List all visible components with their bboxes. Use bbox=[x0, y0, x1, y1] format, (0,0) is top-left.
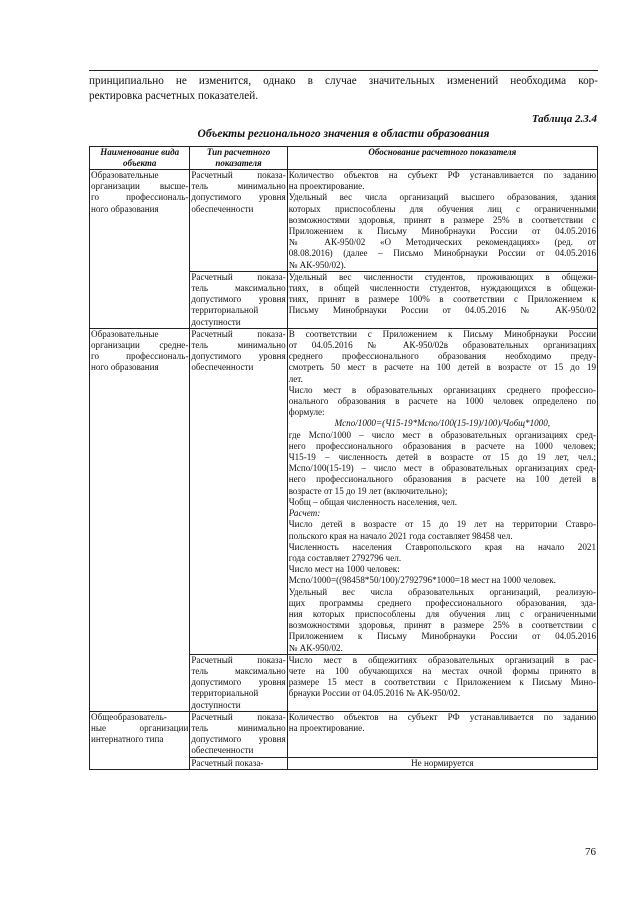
cell-line: Мспо/1000=((98458*50/100)/2792796*1000=18 мест на 1000 человек. bbox=[288, 575, 556, 586]
header-justification: Обоснование расчетного показателя bbox=[287, 147, 597, 170]
cell-line: тель максимально bbox=[191, 283, 286, 294]
cell-line: Образовательные bbox=[91, 170, 159, 180]
cell-line: которых приспособлены для обучения лиц с ограниченными bbox=[288, 203, 596, 214]
calculation-label: Расчет: bbox=[288, 508, 321, 519]
justification-cell bbox=[287, 271, 597, 328]
cell-line: возрасте от 15 до 19 лет (включительно); bbox=[288, 485, 448, 496]
cell-line: Расчетный показа- bbox=[191, 170, 286, 180]
cell-line: допустимого уровня bbox=[191, 192, 286, 203]
cell-line: № АК-950/02. bbox=[288, 642, 343, 653]
cell-line: на проектирование. bbox=[288, 181, 365, 192]
cell-line: размере 15 мест в соответствии с Приложением к Письму Мино- bbox=[288, 677, 596, 688]
page-number: 76 bbox=[585, 846, 596, 858]
cell-line: Мспо/100(15-19) – число мест в образовательных организациях сред- bbox=[288, 463, 596, 474]
object-name-cell bbox=[90, 711, 190, 769]
cell-line: среднего профессионального образования необходимо преду- bbox=[288, 351, 596, 362]
cell-line: на проектирование. bbox=[288, 722, 365, 733]
cell-line: Образовательные bbox=[91, 328, 159, 339]
table-header-row bbox=[90, 147, 598, 170]
cell-line: Письму Минобрнауки России от 04.05.2016 № АК-950/02 bbox=[288, 305, 596, 316]
cell-line: тель максимально bbox=[191, 665, 286, 676]
cell-line: ные организации bbox=[91, 722, 189, 733]
cell-line: Число мест в общежитиях образовательных организаций в рас- bbox=[288, 654, 596, 665]
regional-education-objects-table bbox=[89, 146, 598, 770]
cell-line: ного образования bbox=[91, 203, 159, 214]
cell-line: от 04.05.2016 № АК-950/02в образовательных организациях bbox=[288, 340, 596, 351]
cell-line: ного образования bbox=[91, 362, 159, 373]
cell-line: Расчетный показа- bbox=[191, 711, 286, 722]
justification-cell bbox=[287, 711, 597, 757]
cell-line: Расчетный показа- bbox=[191, 271, 286, 282]
indicator-type-cell bbox=[190, 271, 287, 328]
cell-line: Расчетный показа- bbox=[191, 328, 286, 339]
cell-line: тиях, принят в размере 100% в соответствии с Приложением к bbox=[288, 294, 596, 305]
cell-line: тель минимально bbox=[191, 722, 286, 733]
cell-line: Расчетный показа- bbox=[191, 654, 286, 665]
table-number: Таблица 2.3.4 bbox=[531, 113, 597, 125]
cell-line: щих программы среднего профессионального образования, зда- bbox=[288, 597, 596, 608]
cell-line: ния которых приспособлены для обучения лиц с ограниченными bbox=[288, 608, 596, 619]
indicator-type-cell bbox=[190, 711, 287, 757]
justification-cell bbox=[287, 757, 597, 769]
cell-line: го профессиональ- bbox=[91, 351, 189, 362]
table-row bbox=[90, 328, 598, 654]
cell-line: допустимого уровня bbox=[191, 677, 286, 688]
cell-line: доступности bbox=[191, 699, 241, 710]
object-name-cell bbox=[90, 170, 190, 329]
cell-line: чете на 100 обучающихся на местах очной формы принято в bbox=[288, 665, 596, 676]
cell-line: Ч15-19 – численность детей в возрасте от 15 до 19 лет, чел.; bbox=[288, 452, 596, 463]
cell-line: Расчетный показа- bbox=[191, 757, 264, 768]
cell-line: обеспеченности bbox=[191, 362, 254, 373]
indicator-type-cell bbox=[190, 757, 287, 769]
cell-line: допустимого уровня bbox=[191, 351, 286, 362]
cell-line: него профессионального образования в расчете на 100 детей в bbox=[288, 474, 596, 485]
cell-line: № АК-950/02). bbox=[288, 259, 346, 270]
cell-line: тель минимально bbox=[191, 340, 286, 351]
intro-paragraph bbox=[89, 74, 598, 104]
cell-line: территориальной bbox=[191, 688, 259, 699]
header-object-name: Наименование вида объекта bbox=[90, 147, 190, 170]
cell-line: польского края на начало 2021 года составляет 98458 чел. bbox=[288, 530, 513, 541]
cell-line: допустимого уровня bbox=[191, 294, 286, 305]
indicator-type-cell bbox=[190, 328, 287, 654]
cell-line: возможностями здоровья, принят в размере 25% в соответствии с bbox=[288, 214, 596, 225]
cell-line: Не нормируется bbox=[411, 757, 474, 768]
indicator-type-cell bbox=[190, 170, 287, 272]
cell-line: Удельный вес численности студентов, проживающих в общежи- bbox=[288, 271, 596, 282]
cell-line: Число мест на 1000 человек: bbox=[288, 564, 400, 575]
cell-line: Число мест в образовательных организациях среднего профессио- bbox=[288, 384, 596, 395]
cell-line: Количество объектов на субъект РФ устанавливается по заданию bbox=[288, 170, 596, 180]
table-title: Объекты регионального значения в области образования bbox=[197, 128, 490, 140]
cell-line: го профессиональ- bbox=[91, 192, 189, 203]
cell-line: Чобщ – общая численность населения, чел. bbox=[288, 496, 458, 507]
cell-line: Приложением к Письму Минобрнауки России от 04.05.2016 bbox=[288, 226, 596, 237]
cell-line: № АК-950/02 «О Методических рекомендациях» (ред. от bbox=[288, 237, 596, 248]
cell-line: брнауки России от 04.05.2016 № АК-950/02. bbox=[288, 688, 461, 699]
cell-line: Удельный вес числа организаций высшего образования, здания bbox=[288, 192, 596, 203]
cell-line: него профессионального образования в расчете на 1000 человек; bbox=[288, 440, 596, 451]
cell-line: лет. bbox=[288, 373, 303, 384]
formula: Мспо/1000=(Ч15-19*Мспо/100(15-19)/100)/Чобщ*1000, bbox=[334, 418, 551, 429]
cell-line: Общеобразователь- bbox=[91, 711, 167, 722]
table-row bbox=[90, 711, 598, 757]
cell-line: доступности bbox=[191, 316, 241, 327]
justification-cell bbox=[287, 328, 597, 654]
cell-line: тель минимально bbox=[191, 181, 286, 192]
cell-line: смотреть 50 мест в расчете на 100 детей в возрасте от 15 до 19 bbox=[288, 362, 596, 373]
justification-cell bbox=[287, 654, 597, 711]
table-row bbox=[90, 170, 598, 272]
cell-line: Число детей в возрасте от 15 до 19 лет на территории Ставро- bbox=[288, 519, 596, 530]
cell-line: формуле: bbox=[288, 407, 325, 418]
justification-cell bbox=[287, 170, 597, 272]
cell-line: онального образования в расчете на 1000 человек определено по bbox=[288, 396, 596, 407]
intro-line-1: принципиально не изменится, однако в случае значительных изменений необходима кор- bbox=[89, 75, 598, 87]
cell-line: тиях, в общей численности студентов, нуждающихся в общежи- bbox=[288, 283, 596, 294]
object-name-cell bbox=[90, 328, 190, 711]
cell-line: обеспеченности bbox=[191, 203, 254, 214]
cell-line: года составляет 2792796 чел. bbox=[288, 552, 402, 563]
cell-line: допустимого уровня bbox=[191, 734, 286, 745]
cell-line: Приложением к Письму Минобрнауки России от 04.05.2016 bbox=[288, 631, 596, 642]
cell-line: территориальной bbox=[191, 305, 259, 316]
cell-line: В соответствии с Приложением к Письму Минобрнауки России bbox=[288, 328, 596, 339]
cell-line: 08.08.2016) (далее – Письмо Минобрнауки России от 04.05.2016 bbox=[288, 248, 596, 259]
cell-line: организации средне- bbox=[91, 340, 189, 351]
cell-line: Количество объектов на субъект РФ устанавливается по заданию bbox=[288, 711, 596, 722]
cell-line: Удельный вес числа образовательных организаций, реализую- bbox=[288, 586, 596, 597]
cell-line: где Мспо/1000 – число мест в образовательных организациях сред- bbox=[288, 429, 596, 440]
cell-line: интернатного типа bbox=[91, 734, 164, 745]
cell-line: Численность населения Ставропольского края на начало 2021 bbox=[288, 541, 596, 552]
top-rule bbox=[89, 70, 598, 71]
cell-line: организации высше- bbox=[91, 181, 189, 192]
indicator-type-cell bbox=[190, 654, 287, 711]
cell-line: возможностями здоровья, принят в размере 25% в соответствии с bbox=[288, 620, 596, 631]
intro-line-2: ректировка расчетных показателей. bbox=[89, 90, 258, 102]
cell-line: обеспеченности bbox=[191, 745, 254, 756]
header-indicator-type: Тип расчетного показателя bbox=[190, 147, 287, 170]
